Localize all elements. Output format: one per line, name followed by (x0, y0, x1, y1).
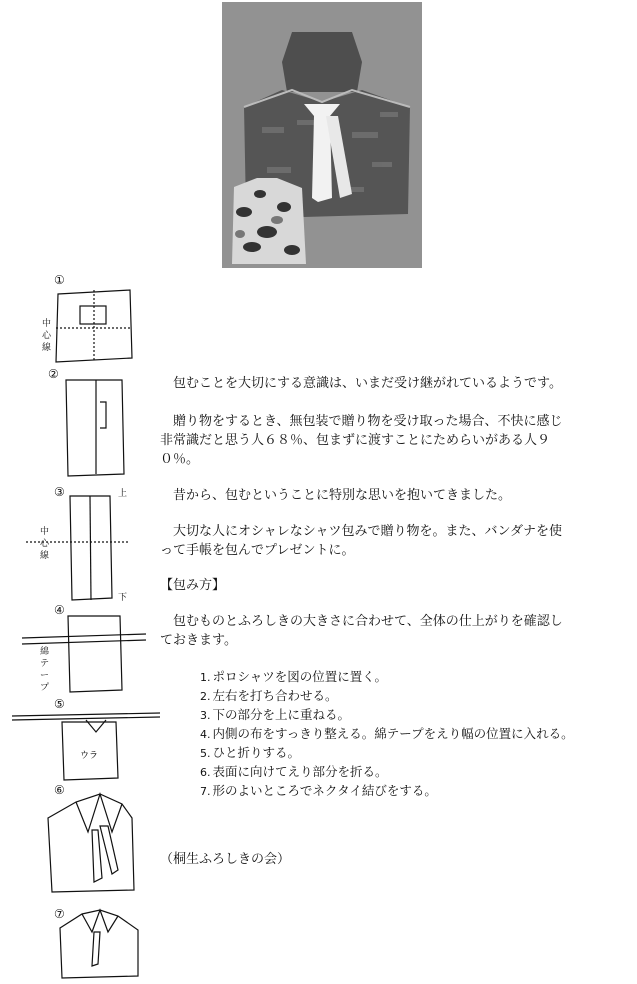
step-item: 4. 内側の布をすっきり整える。綿テープをえり幅の位置に入れる。 (200, 726, 574, 741)
gift-line-2: って手帳を包んでプレゼントに。 (160, 543, 355, 558)
credit-line: （桐生ふろしきの会） (160, 852, 291, 867)
cotton-tape-label-d: プ (40, 683, 50, 693)
step-item: 3. 下の部分を上に重ねる。 (200, 707, 351, 722)
center-line-label-3b: 心 (40, 539, 50, 549)
bottom-label: 下 (118, 593, 128, 603)
top-label: 上 (118, 489, 128, 499)
center-line-label-1c: 線 (42, 343, 52, 353)
step-number-7: ⑦ (54, 907, 65, 921)
gift-line-1: 大切な人にオシャレなシャツ包みで贈り物を。また、バンダナを使 (160, 524, 562, 539)
furoshiki-photo (222, 2, 422, 268)
survey-line-1: 贈り物をするとき、無包装で贈り物を受け取った場合、不快に感じ (160, 414, 563, 429)
tradition-paragraph: 昔から、包むということに特別な思いを抱いてきました。 (160, 488, 512, 503)
back-side-label: ウラ (80, 751, 99, 761)
step-item: 2. 左右を打ち合わせる。 (200, 688, 338, 703)
center-line-label-1a: 中 (42, 319, 52, 329)
how-to-heading: 【包み方】 (160, 578, 226, 593)
wrapping-steps-list (200, 668, 620, 801)
step-item: 1. ポロシャツを図の位置に置く。 (200, 669, 388, 684)
center-line-label-3c: 線 (40, 551, 50, 561)
prep-line-1: 包むものとふろしきの大きさに合わせて、全体の仕上がりを確認し (160, 614, 563, 629)
step-number-3: ③ (54, 485, 65, 499)
prep-line-2: ておきます。 (160, 633, 237, 648)
center-line-label-1b: 心 (42, 331, 52, 341)
step-item: 6. 表面に向けてえり部分を折る。 (200, 764, 388, 779)
step-number-5: ⑤ (54, 697, 65, 711)
step-number-2: ② (48, 367, 59, 381)
step-number-1: ① (54, 273, 65, 287)
step-number-4: ④ (54, 603, 65, 617)
cotton-tape-label-a: 綿 (40, 647, 50, 657)
cotton-tape-label-c: ー (40, 671, 50, 681)
step-number-6: ⑥ (54, 783, 65, 797)
wrapping-diagrams (0, 270, 160, 984)
cotton-tape-label-b: テ (40, 659, 50, 669)
survey-line-3: ０％。 (160, 452, 200, 467)
intro-paragraph: 包むことを大切にする意識は、いまだ受け継がれているようです。 (160, 376, 562, 391)
center-line-label-3a: 中 (40, 527, 50, 537)
survey-line-2: 非常識だと思う人６８％、包まずに渡すことにためらいがある人９ (160, 433, 551, 448)
step-item: 5. ひと折りする。 (200, 745, 301, 760)
step-item: 7. 形のよいところでネクタイ結びをする。 (200, 783, 437, 798)
